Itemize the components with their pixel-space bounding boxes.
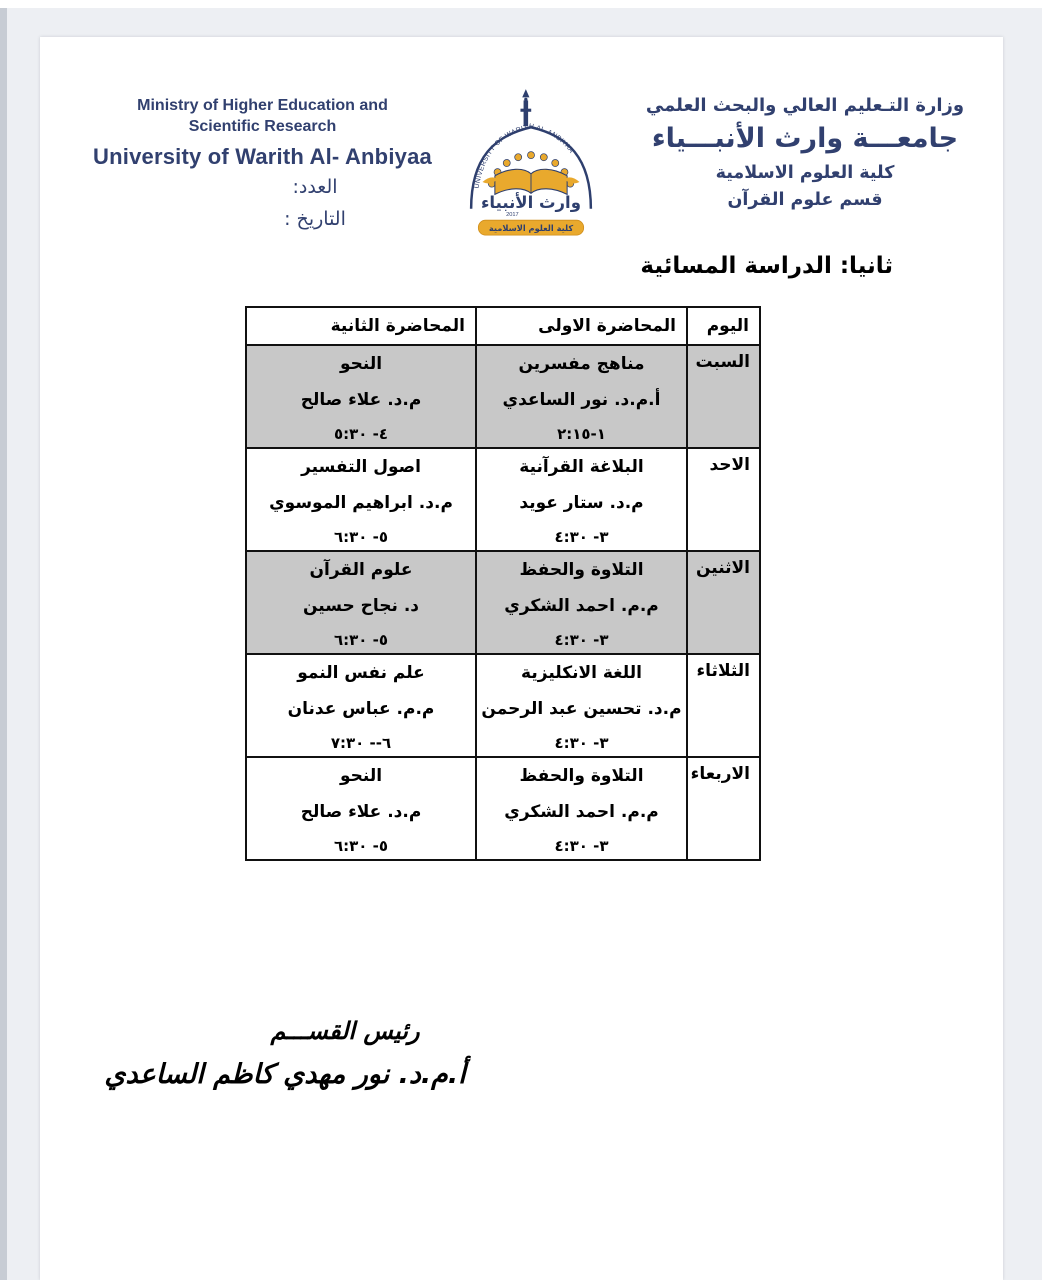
lecture-subject: النحو bbox=[339, 766, 383, 786]
university-emblem-icon bbox=[443, 87, 619, 247]
lecture-time: ٦-- ٧:٣٠ bbox=[330, 734, 392, 752]
day-cell: الاحد bbox=[687, 448, 760, 551]
lecture-time: ٥- ٦:٣٠ bbox=[333, 631, 389, 649]
lecture-time: ٣- ٤:٣٠ bbox=[554, 837, 609, 855]
section-title: ثانيا: الدراسة المسائية bbox=[640, 253, 893, 279]
signature-title: رئيس القســـم bbox=[270, 1017, 420, 1045]
lecture-subject: اصول التفسير bbox=[301, 457, 421, 477]
lecture-teacher: م.د. ستار عويد bbox=[519, 493, 644, 513]
logo-banner-text: كلية العلوم الاسلامية bbox=[488, 223, 574, 233]
department-ar: قسم علوم القرآن bbox=[727, 190, 883, 210]
day-cell: السبت bbox=[687, 345, 760, 448]
lecture-teacher: أ.م.د. نور الساعدي bbox=[502, 390, 661, 410]
letterhead-arabic bbox=[605, 93, 1005, 214]
table-row-sunday bbox=[246, 448, 760, 551]
table-row-saturday bbox=[246, 345, 760, 448]
lecture-teacher: م.د. علاء صالح bbox=[300, 802, 422, 822]
lecture-time: ١-٢:١٥ bbox=[557, 425, 606, 443]
lecture-teacher: م.م. احمد الشكري bbox=[504, 802, 659, 822]
university-name-ar: جامعـــة وارث الأنبـــياء bbox=[651, 123, 959, 154]
letterhead-english bbox=[90, 95, 435, 235]
col-header-day: اليوم bbox=[687, 307, 760, 345]
first-lecture-cell bbox=[476, 448, 687, 551]
lecture-time: ٥- ٦:٣٠ bbox=[333, 837, 389, 855]
university-logo bbox=[443, 87, 619, 247]
second-lecture-cell bbox=[246, 757, 476, 860]
college-ar: كلية العلوم الاسلامية bbox=[715, 163, 895, 183]
lecture-subject: النحو bbox=[339, 354, 383, 374]
date-label: التاريخ : bbox=[284, 208, 346, 230]
lecture-subject: مناهج مفسرين bbox=[518, 354, 645, 374]
lecture-teacher: م.د. علاء صالح bbox=[300, 390, 422, 410]
ministry-en-line2: Scientific Research bbox=[188, 118, 337, 135]
lecture-time: ٤- ٥:٣٠ bbox=[333, 425, 389, 443]
document-meta bbox=[195, 171, 435, 235]
first-lecture-cell bbox=[476, 551, 687, 654]
lecture-time: ٥- ٦:٣٠ bbox=[333, 528, 389, 546]
second-lecture-cell bbox=[246, 654, 476, 757]
logo-year: 2017 bbox=[506, 212, 519, 219]
lecture-time: ٣- ٤:٣٠ bbox=[554, 528, 609, 546]
day-cell: الثلاثاء bbox=[687, 654, 760, 757]
lecture-time: ٣- ٤:٣٠ bbox=[554, 734, 609, 752]
col-header-second-lecture: المحاضرة الثانية bbox=[246, 307, 476, 345]
university-name-en: University of Warith Al- Anbiyaa bbox=[93, 144, 432, 169]
first-lecture-cell bbox=[476, 757, 687, 860]
viewer-left-edge bbox=[0, 8, 7, 1280]
ministry-ar: وزارة التـعليم العالي والبحث العلمي bbox=[645, 95, 965, 116]
logo-arch-text: UNIVERSITY OF WARITH AL-ANBIYAA bbox=[473, 122, 575, 190]
table-header-row bbox=[246, 307, 760, 345]
signature-name: أ.م.د. نور مهدي كاظم الساعدي bbox=[104, 1059, 466, 1090]
document-page bbox=[40, 37, 1003, 1280]
lecture-subject: علم نفس النمو bbox=[297, 663, 425, 683]
table-row-wednesday bbox=[246, 757, 760, 860]
lecture-teacher: م.د. ابراهيم الموسوي bbox=[269, 493, 453, 513]
lecture-teacher: م.م. عباس عدنان bbox=[287, 699, 435, 719]
lecture-subject: اللغة الانكليزية bbox=[521, 663, 642, 683]
logo-banner bbox=[478, 220, 583, 235]
table-row-tuesday bbox=[246, 654, 760, 757]
first-lecture-cell bbox=[476, 345, 687, 448]
signature-block bbox=[95, 1017, 475, 1090]
col-header-first-lecture: المحاضرة الاولى bbox=[476, 307, 687, 345]
lecture-subject: التلاوة والحفظ bbox=[519, 560, 644, 580]
first-lecture-cell bbox=[476, 654, 687, 757]
lecture-time: ٣- ٤:٣٠ bbox=[554, 631, 609, 649]
ministry-en-line1: Ministry of Higher Education and bbox=[137, 97, 388, 114]
number-label: العدد: bbox=[292, 176, 338, 198]
minaret-icon bbox=[520, 89, 531, 126]
lecture-subject: التلاوة والحفظ bbox=[519, 766, 644, 786]
second-lecture-cell bbox=[246, 345, 476, 448]
lecture-teacher: د. نجاح حسين bbox=[302, 596, 420, 616]
day-cell: الاربعاء bbox=[687, 757, 760, 860]
lecture-subject: علوم القرآن bbox=[309, 560, 413, 580]
second-lecture-cell bbox=[246, 448, 476, 551]
lecture-subject: البلاغة القرآنية bbox=[519, 457, 644, 477]
evening-schedule-table bbox=[245, 306, 761, 861]
day-cell: الاثنين bbox=[687, 551, 760, 654]
second-lecture-cell bbox=[246, 551, 476, 654]
logo-calligraphy: وارث الأنبياء bbox=[481, 192, 581, 212]
table-row-monday bbox=[246, 551, 760, 654]
lecture-teacher: م.م. احمد الشكري bbox=[504, 596, 659, 616]
lecture-teacher: م.د. تحسين عبد الرحمن bbox=[481, 699, 682, 719]
